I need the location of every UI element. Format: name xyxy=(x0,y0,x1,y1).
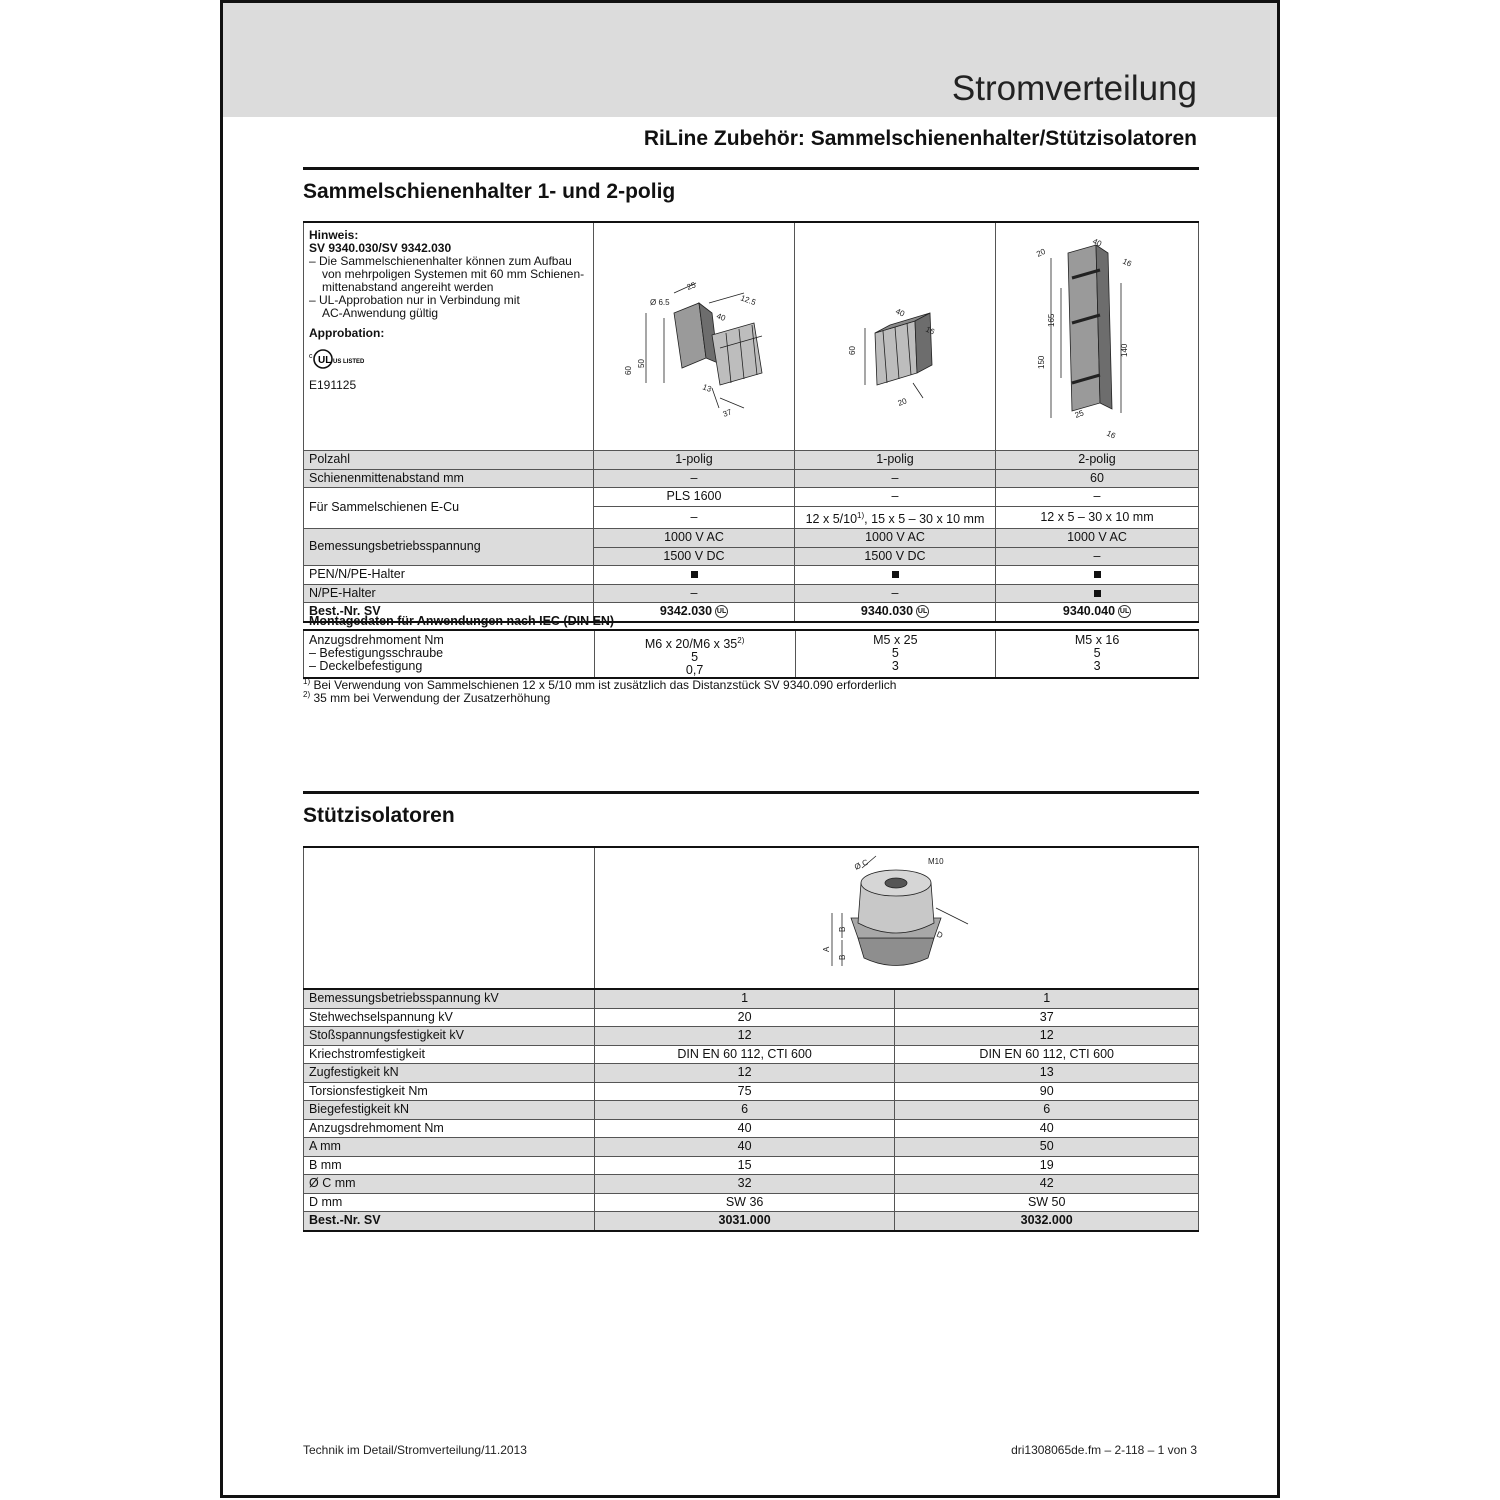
value-cell: 12 xyxy=(594,1027,895,1046)
table-row: N/PE-Halter – – xyxy=(304,584,1199,603)
table-row xyxy=(304,1138,1199,1157)
svg-text:40: 40 xyxy=(1091,236,1104,249)
filled-square-icon xyxy=(691,571,698,578)
table-row: Polzahl 1-polig 1-polig 2-polig xyxy=(304,451,1199,470)
svg-text:37: 37 xyxy=(721,407,734,420)
note-line: von mehrpoligen Systemen mit 60 mm Schienen- xyxy=(322,267,585,281)
table-row xyxy=(304,1156,1199,1175)
svg-text:60: 60 xyxy=(624,366,633,376)
svg-text:US LISTED: US LISTED xyxy=(333,359,365,365)
svg-text:16: 16 xyxy=(1121,256,1134,269)
svg-text:Ø C: Ø C xyxy=(853,857,871,872)
row-label: D mm xyxy=(304,1193,595,1212)
note-line: AC-Anwendung gültig xyxy=(322,306,439,320)
filled-square-icon xyxy=(1094,571,1101,578)
table-row: Schienenmittenabstand mm – – 60 xyxy=(304,469,1199,488)
ul-listed-logo xyxy=(309,346,379,372)
section-title-support-insulators: Stützisolatoren xyxy=(303,804,455,827)
svg-text:D: D xyxy=(935,929,945,941)
mounting-data-heading: Montagedaten für Anwendungen nach IEC (DIN EN) xyxy=(309,614,615,628)
ul-icon: UL xyxy=(1118,605,1131,618)
busbar-holder-table xyxy=(303,221,1199,623)
page-subtitle: RiLine Zubehör: Sammelschienenhalter/Stützisolatoren xyxy=(643,127,1197,150)
row-label: A mm xyxy=(304,1138,595,1157)
ul-icon: UL xyxy=(916,605,929,618)
row-label: Ø C mm xyxy=(304,1175,595,1194)
table-row xyxy=(304,989,1199,1008)
svg-text:B: B xyxy=(838,954,848,960)
value-cell: 6 xyxy=(895,1101,1199,1120)
note-line: – Die Sammelschienenhalter können zum Aufbau xyxy=(309,254,572,268)
support-insulator-drawing xyxy=(796,848,996,988)
value-cell: 12 xyxy=(594,1064,895,1083)
table-row: – 12 x 5/10$^{1)}$, 15 x 5 – 30 x 10 mm 12 x 5 – 30 x 10 mm xyxy=(304,506,1199,529)
value-cell: 1 xyxy=(594,989,895,1008)
value-cell: SW 50 xyxy=(895,1193,1199,1212)
value-cell: 15 xyxy=(594,1156,895,1175)
svg-text:20: 20 xyxy=(896,396,909,409)
approval-number: E191125 xyxy=(309,378,357,392)
svg-text:c: c xyxy=(309,353,313,360)
row-label: Stoßspannungsfestigkeit kV xyxy=(304,1027,595,1046)
svg-text:40: 40 xyxy=(715,311,727,324)
table-row xyxy=(304,1193,1199,1212)
svg-text:150: 150 xyxy=(1037,355,1046,370)
svg-text:25: 25 xyxy=(685,280,698,293)
note-title: Hinweis: xyxy=(309,228,359,242)
value-cell: 20 xyxy=(594,1008,895,1027)
svg-text:50: 50 xyxy=(637,359,646,369)
svg-text:20: 20 xyxy=(1035,247,1047,260)
value-cell: 50 xyxy=(895,1138,1199,1157)
table-row: Für Sammelschienen E-Cu PLS 1600 – – xyxy=(304,488,1199,507)
row-label: Torsionsfestigkeit Nm xyxy=(304,1082,595,1101)
note-line: mittenabstand angereiht werden xyxy=(322,280,494,294)
svg-text:165: 165 xyxy=(1047,313,1056,328)
filled-square-icon xyxy=(1094,590,1101,597)
table-row xyxy=(304,1027,1199,1046)
value-cell: 1 xyxy=(895,989,1199,1008)
value-cell: 12 xyxy=(895,1027,1199,1046)
table-row xyxy=(304,1008,1199,1027)
page-title: Stromverteilung xyxy=(951,69,1197,108)
svg-text:40: 40 xyxy=(894,306,907,319)
svg-text:B: B xyxy=(838,926,848,932)
busbar-holder-2pole-drawing xyxy=(996,223,1198,444)
value-cell: 37 xyxy=(895,1008,1199,1027)
footnote-1: $^{1)}$ Bei Verwendung von Sammelschienen 12 x 5/10 mm ist zusätzlich das Distanzstück SV 9340.090 erforderlich xyxy=(303,677,897,692)
row-label: Biegefestigkeit kN xyxy=(304,1101,595,1120)
ul-icon: UL xyxy=(715,605,728,618)
note-reference: SV 9340.030/SV 9342.030 xyxy=(309,241,452,255)
note-line: – UL-Approbation nur in Verbindung mit xyxy=(309,293,520,307)
support-insulators-data-table xyxy=(303,988,1199,1232)
svg-text:A: A xyxy=(822,946,832,952)
support-insulators-table xyxy=(303,846,1199,996)
value-cell: 3031.000 xyxy=(594,1212,895,1231)
table-row xyxy=(304,1082,1199,1101)
busbar-holder-1pole-9340-drawing xyxy=(795,223,995,444)
image-row xyxy=(304,847,1199,995)
order-number-row xyxy=(304,1212,1199,1231)
table-row: Anzugsdrehmoment Nm – Befestigungsschraube – Deckelbefestigung M6 x 20/M6 x 35$^{2)}$ 5 0,7 M5 x 25 5 3 M5 x 16 5 3 xyxy=(304,630,1199,678)
footer-left: Technik im Detail/Stromverteilung/11.2013 xyxy=(303,1443,527,1457)
filled-square-icon xyxy=(892,571,899,578)
value-cell: 40 xyxy=(594,1138,895,1157)
value-cell: DIN EN 60 112, CTI 600 xyxy=(594,1045,895,1064)
value-cell: 19 xyxy=(895,1156,1199,1175)
document-page xyxy=(220,0,1280,1498)
table-row xyxy=(304,1101,1199,1120)
value-cell: 40 xyxy=(594,1119,895,1138)
approval-label: Approbation: xyxy=(309,326,385,340)
value-cell: 6 xyxy=(594,1101,895,1120)
svg-text:140: 140 xyxy=(1120,343,1129,358)
row-label: B mm xyxy=(304,1156,595,1175)
drawing-cell-2 xyxy=(795,222,996,451)
value-cell: 3032.000 xyxy=(895,1212,1199,1231)
table-row xyxy=(304,1175,1199,1194)
table-row: 1500 V DC 1500 V DC – xyxy=(304,547,1199,566)
svg-text:60: 60 xyxy=(848,346,857,356)
row-label: Kriechstromfestigkeit xyxy=(304,1045,595,1064)
svg-text:25: 25 xyxy=(1073,408,1086,421)
footer-right: dri1308065de.fm – 2-118 – 1 von 3 xyxy=(1011,1443,1197,1457)
value-cell: 42 xyxy=(895,1175,1199,1194)
note-cell xyxy=(304,222,594,451)
svg-text:M10: M10 xyxy=(928,857,944,866)
table-row: Bemessungsbetriebsspannung 1000 V AC 1000 V AC 1000 V AC xyxy=(304,529,1199,548)
section-divider xyxy=(303,167,1199,170)
insulator-drawing-cell xyxy=(594,847,1198,995)
svg-text:16: 16 xyxy=(1105,428,1118,441)
table-row xyxy=(304,1119,1199,1138)
svg-text:12.5: 12.5 xyxy=(739,293,758,308)
section-title-busbar-holder: Sammelschienenhalter 1- und 2-polig xyxy=(303,180,676,203)
row-label: Best.-Nr. SV xyxy=(304,1212,595,1231)
table-row xyxy=(304,1064,1199,1083)
section-divider xyxy=(303,791,1199,794)
row-label: Stehwechselspannung kV xyxy=(304,1008,595,1027)
value-cell: SW 36 xyxy=(594,1193,895,1212)
table-row: PEN/N/PE-Halter xyxy=(304,566,1199,585)
svg-text:13: 13 xyxy=(701,382,713,395)
value-cell: DIN EN 60 112, CTI 600 xyxy=(895,1045,1199,1064)
busbar-sizes-cell: 12 x 5/10$^{1)}$, 15 x 5 – 30 x 10 mm xyxy=(795,506,996,529)
row-label: Anzugsdrehmoment Nm xyxy=(304,1119,595,1138)
value-cell: 90 xyxy=(895,1082,1199,1101)
value-cell: 40 xyxy=(895,1119,1199,1138)
value-cell: 75 xyxy=(594,1082,895,1101)
value-cell: 13 xyxy=(895,1064,1199,1083)
table-row xyxy=(304,1045,1199,1064)
row-label: Bemessungsbetriebsspannung kV xyxy=(304,989,595,1008)
drawing-cell-1 xyxy=(594,222,795,451)
svg-text:UL: UL xyxy=(318,355,332,366)
dimension-label: Ø 6.5 xyxy=(650,298,670,308)
image-row xyxy=(304,222,1199,451)
drawing-cell-3 xyxy=(996,222,1199,451)
row-label: Zugfestigkeit kN xyxy=(304,1064,595,1083)
busbar-holder-1pole-9342-drawing xyxy=(594,223,794,444)
footnote-2: $^{2)}$ 35 mm bei Verwendung der Zusatzerhöhung xyxy=(303,690,551,705)
mounting-data-table xyxy=(303,629,1199,679)
svg-text:16: 16 xyxy=(924,324,937,337)
value-cell: 32 xyxy=(594,1175,895,1194)
order-number-row: Best.-Nr. SV 9342.030 UL 9340.030 UL 9340.040 UL xyxy=(304,603,1199,622)
